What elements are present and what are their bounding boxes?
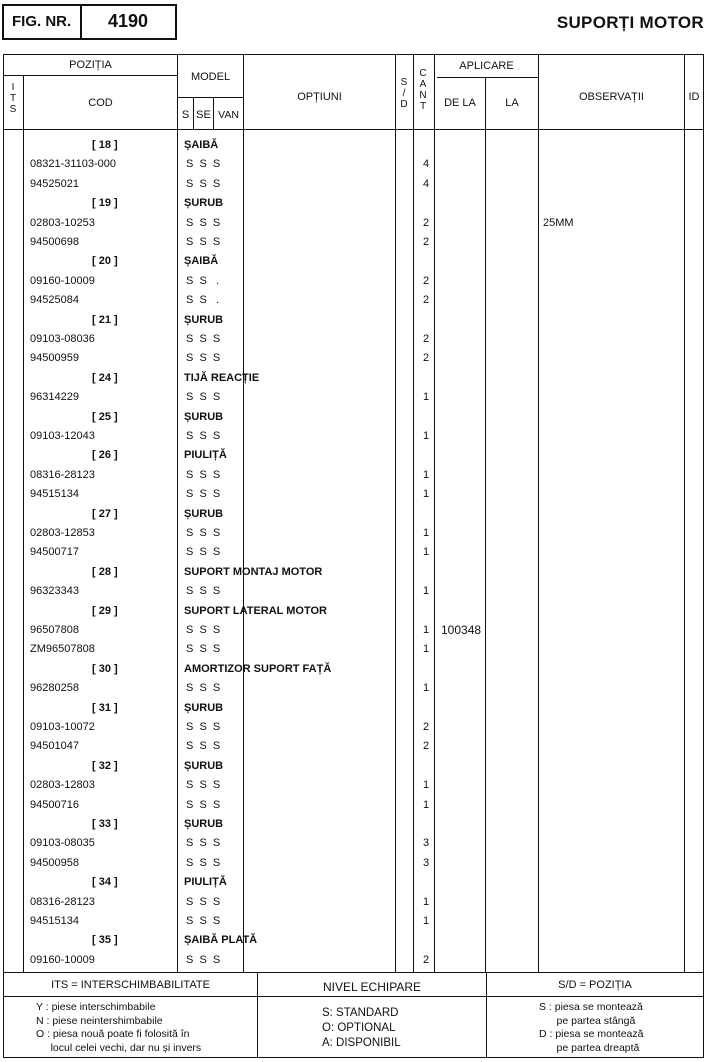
model-flags: S S S xyxy=(186,546,221,559)
table-row xyxy=(4,581,703,600)
part-code: 94515134 xyxy=(30,915,79,927)
model-flags: S S S xyxy=(186,391,221,404)
sd-legend: S : piesa se montează pe partea stângă D : piesa se montează pe partea dreaptă xyxy=(539,1001,644,1054)
sd-header: S / D xyxy=(400,77,408,110)
table-row xyxy=(4,736,703,755)
part-code: ZM96507808 xyxy=(30,643,95,656)
part-description: ȘAIBĂ PLATĂ xyxy=(184,934,258,947)
table-row xyxy=(4,290,703,309)
table-row xyxy=(4,387,703,406)
part-code: 94525084 xyxy=(30,294,79,307)
position-number: [ 24 ] xyxy=(92,371,118,384)
part-description: ȘAIBĂ xyxy=(184,139,219,151)
table-row xyxy=(4,232,703,251)
table-row xyxy=(4,213,703,232)
quantity: 3 xyxy=(423,856,430,869)
its-legend: Y : piese interschimbabile N : piese neintershimbabile O : piesa nouă poate fi folosită în locul celei vechi, dar nu și invers xyxy=(36,1001,202,1054)
model-flags: S S S xyxy=(186,216,221,229)
dela-header: DE LA xyxy=(444,97,476,109)
model-flags: S S S xyxy=(186,624,221,636)
header-bottom-line xyxy=(4,129,703,130)
part-code: 94515134 xyxy=(30,488,79,501)
group-row xyxy=(4,930,703,949)
model-flags: S S S xyxy=(186,856,221,869)
model-flags: S S S xyxy=(186,798,221,811)
part-code: 08316-28123 xyxy=(30,468,95,481)
figure-number: 4190 xyxy=(108,11,149,31)
part-code: 09103-08036 xyxy=(30,333,95,345)
group-row xyxy=(4,310,703,329)
part-description: ȘAIBĂ xyxy=(184,255,219,268)
part-code: 96280258 xyxy=(30,682,79,695)
quantity: 2 xyxy=(423,274,430,287)
model-flags: S S . xyxy=(186,274,220,287)
group-row xyxy=(4,872,703,891)
part-description: SUPORT MONTAJ MOTOR xyxy=(184,565,323,578)
table-row xyxy=(4,717,703,736)
quantity: 1 xyxy=(423,391,430,404)
model-sub-line xyxy=(177,97,243,98)
table-row xyxy=(4,950,703,969)
nivel-legend: S: STANDARD O: OPTIONAL A: DISPONIBIL xyxy=(322,1007,401,1049)
footer-title-line xyxy=(4,996,703,997)
model-s-header: S xyxy=(181,109,190,121)
group-row xyxy=(4,445,703,464)
quantity: 4 xyxy=(423,158,430,171)
part-code: 96507808 xyxy=(30,624,79,636)
model-flags: S S S xyxy=(186,643,221,656)
model-flags: S S S xyxy=(186,236,221,248)
position-number: [ 31 ] xyxy=(92,701,118,714)
quantity: 1 xyxy=(423,430,430,442)
position-number: [ 29 ] xyxy=(92,604,118,617)
its-legend-title: ITS = INTERSCHIMBABILITATE xyxy=(51,979,210,991)
position-number: [ 25 ] xyxy=(92,410,118,423)
part-description: ȘURUB xyxy=(184,818,224,830)
group-row xyxy=(4,368,703,387)
model-flags: S S S xyxy=(186,682,221,695)
quantity: 3 xyxy=(423,837,430,850)
table-row xyxy=(4,911,703,930)
position-number: [ 26 ] xyxy=(92,449,118,462)
quantity: 1 xyxy=(423,915,430,927)
table-row xyxy=(4,678,703,697)
quantity: 1 xyxy=(423,643,430,656)
la-header: LA xyxy=(505,97,519,109)
model-van-header: VAN xyxy=(218,109,239,121)
table-row xyxy=(4,639,703,658)
table-row xyxy=(4,174,703,193)
table-row xyxy=(4,795,703,814)
part-code: 09103-10072 xyxy=(30,721,95,733)
quantity: 2 xyxy=(423,216,430,229)
part-code: 96323343 xyxy=(30,585,79,598)
parts-table xyxy=(3,54,704,1058)
model-flags: S S S xyxy=(186,333,221,345)
quantity: 2 xyxy=(423,740,430,753)
model-flags: S S S xyxy=(186,488,221,501)
table-row xyxy=(4,620,703,639)
quantity: 2 xyxy=(423,333,430,345)
position-number: [ 28 ] xyxy=(92,565,118,578)
table-row xyxy=(4,775,703,794)
model-flags: S S S xyxy=(186,779,221,792)
part-code: 09103-12043 xyxy=(30,430,95,442)
group-row xyxy=(4,251,703,270)
quantity: 1 xyxy=(423,527,430,539)
aplicare-divider xyxy=(437,77,538,78)
position-number: [ 27 ] xyxy=(92,507,118,520)
group-row xyxy=(4,562,703,581)
table-row xyxy=(4,853,703,872)
model-flags: S S S xyxy=(186,837,221,850)
part-code: 08316-28123 xyxy=(30,895,95,908)
table-row xyxy=(4,892,703,911)
part-description: SUPORT LATERAL MOTOR xyxy=(184,604,327,617)
table-row xyxy=(4,348,703,367)
group-row xyxy=(4,698,703,717)
pozitia-header: POZIȚIA xyxy=(69,59,112,71)
part-code: 94500716 xyxy=(30,798,79,811)
part-description: ȘURUB xyxy=(184,759,224,772)
quantity: 1 xyxy=(423,779,430,792)
part-description: TIJĂ REACȚIE xyxy=(184,371,260,384)
observation: 25MM xyxy=(543,216,574,229)
part-code: 94500958 xyxy=(30,856,79,869)
model-flags: S S S xyxy=(186,953,221,966)
part-description: ȘURUB xyxy=(184,507,224,520)
model-flags: S S S xyxy=(186,740,221,753)
part-code: 09160-10009 xyxy=(30,953,95,966)
model-flags: S S S xyxy=(186,177,221,190)
table-row xyxy=(4,329,703,348)
footer-top-line xyxy=(4,972,703,973)
id-header: ID xyxy=(688,91,700,103)
part-code: 09160-10009 xyxy=(30,274,95,287)
quantity: 2 xyxy=(423,721,430,733)
part-code: 94501047 xyxy=(30,740,79,753)
nivel-legend-title: NIVEL ECHIPARE xyxy=(322,980,422,994)
quantity: 1 xyxy=(423,798,430,811)
group-row xyxy=(4,135,703,154)
table-row xyxy=(4,523,703,542)
quantity: 2 xyxy=(423,294,430,307)
cant-header: C A N T xyxy=(419,68,427,112)
figure-label: FIG. NR. xyxy=(12,13,72,30)
model-header: MODEL xyxy=(190,71,231,83)
part-code: 02803-12803 xyxy=(30,779,95,792)
table-row xyxy=(4,484,703,503)
page-title: SUPORȚI MOTOR xyxy=(556,13,704,32)
group-row xyxy=(4,601,703,620)
model-flags: S S S xyxy=(186,585,221,598)
model-flags: S S S xyxy=(186,352,221,365)
model-flags: S S S xyxy=(186,430,221,442)
model-flags: S S S xyxy=(186,915,221,927)
model-se-header: SE xyxy=(196,109,211,121)
quantity: 1 xyxy=(423,682,430,695)
model-flags: S S S xyxy=(186,527,221,539)
position-number: [ 19 ] xyxy=(92,197,118,210)
position-number: [ 34 ] xyxy=(92,876,118,889)
part-code: 94500959 xyxy=(30,352,79,365)
part-code: 09103-08035 xyxy=(30,837,95,850)
part-description: PIULIȚĂ xyxy=(184,876,227,889)
pozitia-divider xyxy=(4,75,177,76)
table-row xyxy=(4,542,703,561)
position-number: [ 32 ] xyxy=(92,759,118,772)
figure-divider xyxy=(80,4,82,40)
part-description: ȘURUB xyxy=(184,197,224,210)
table-row xyxy=(4,154,703,173)
model-flags: S S S xyxy=(186,895,221,908)
group-row xyxy=(4,814,703,833)
apply-from: 100348 xyxy=(441,623,482,637)
sd-legend-title: S/D = POZIȚIA xyxy=(558,979,632,991)
group-row xyxy=(4,504,703,523)
part-code: 02803-10253 xyxy=(30,216,95,229)
quantity: 1 xyxy=(423,488,430,501)
part-code: 08321-31103-000 xyxy=(30,158,117,171)
model-flags: S S . xyxy=(186,294,220,307)
table-row xyxy=(4,833,703,852)
group-row xyxy=(4,407,703,426)
group-row xyxy=(4,193,703,212)
part-description: AMORTIZOR SUPORT FAȚĂ xyxy=(184,662,332,675)
quantity: 1 xyxy=(423,624,430,636)
quantity: 1 xyxy=(423,895,430,908)
quantity: 1 xyxy=(423,546,430,559)
position-number: [ 33 ] xyxy=(92,818,118,830)
position-number: [ 35 ] xyxy=(92,934,118,947)
part-description: ȘURUB xyxy=(184,410,224,423)
part-code: 02803-12853 xyxy=(30,527,95,539)
position-number: [ 21 ] xyxy=(92,313,118,326)
position-number: [ 18 ] xyxy=(92,139,118,151)
quantity: 4 xyxy=(423,177,430,190)
part-description: ȘURUB xyxy=(184,313,224,326)
part-description: PIULIȚĂ xyxy=(184,449,227,462)
model-flags: S S S xyxy=(186,158,221,171)
quantity: 2 xyxy=(423,236,430,248)
part-code: 94500698 xyxy=(30,236,79,248)
aplicare-header: APLICARE xyxy=(459,60,514,72)
cod-header: COD xyxy=(88,97,113,109)
part-code: 96314229 xyxy=(30,391,79,404)
group-row xyxy=(4,756,703,775)
quantity: 2 xyxy=(423,953,430,966)
table-body xyxy=(4,135,703,970)
observatii-header: OBSERVAȚII xyxy=(578,91,644,103)
position-number: [ 20 ] xyxy=(92,255,118,268)
part-code: 94500717 xyxy=(30,546,79,559)
part-description: ȘURUB xyxy=(184,701,224,714)
table-row xyxy=(4,465,703,484)
table-row xyxy=(4,426,703,445)
model-flags: S S S xyxy=(186,721,221,733)
quantity: 2 xyxy=(423,352,430,365)
its-header: I T S xyxy=(9,82,17,115)
group-row xyxy=(4,659,703,678)
optiuni-header: OPȚIUNI xyxy=(297,91,342,103)
model-flags: S S S xyxy=(186,468,221,481)
quantity: 1 xyxy=(423,585,430,598)
part-code: 94525021 xyxy=(30,177,79,190)
quantity: 1 xyxy=(423,468,430,481)
position-number: [ 30 ] xyxy=(92,662,118,675)
table-row xyxy=(4,271,703,290)
